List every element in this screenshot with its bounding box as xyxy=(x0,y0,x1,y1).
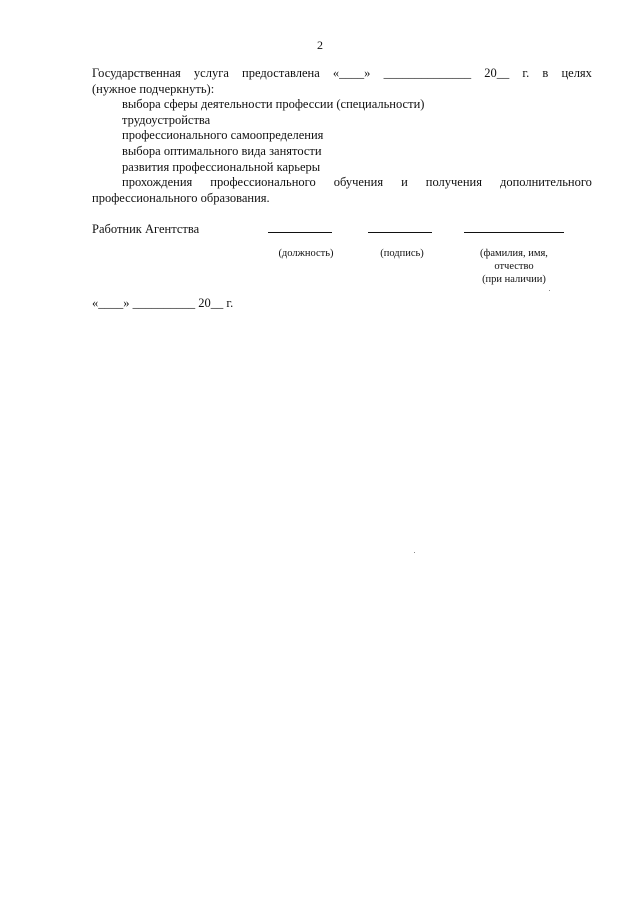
position-line xyxy=(268,232,332,233)
scan-speck xyxy=(549,290,550,291)
purpose-word: обучения xyxy=(333,175,384,190)
purpose-item: развития профессиональной карьеры xyxy=(122,159,321,174)
year-blank: 20__ xyxy=(484,66,510,80)
page-number: 2 xyxy=(317,38,323,52)
full-name-caption xyxy=(468,247,560,286)
purpose-word: дополнительного xyxy=(499,175,592,190)
signature-line xyxy=(368,232,432,233)
position-caption: (должность) xyxy=(278,248,334,259)
month-blank: ______________ xyxy=(383,66,472,80)
statement-word: в xyxy=(542,66,549,80)
statement-word: Государственная xyxy=(92,66,181,80)
statement-word: услуга xyxy=(193,66,229,80)
purpose-item-last xyxy=(92,175,592,191)
date-line: «____» __________ 20__ г. xyxy=(92,296,234,310)
purpose-word: получения xyxy=(425,175,482,190)
purpose-item: трудоустройства xyxy=(122,112,211,127)
purpose-item: выбора сферы деятельности профессии (специальности) xyxy=(122,97,425,112)
day-blank: «____» xyxy=(332,66,371,80)
scan-speck xyxy=(414,552,415,553)
signature-label: Работник Агентства xyxy=(92,222,200,236)
purpose-word: прохождения xyxy=(122,175,193,190)
statement-word: целях xyxy=(561,66,592,80)
full-name-line xyxy=(464,232,564,233)
statement-lead-line xyxy=(92,66,592,82)
purpose-continuation: профессионального образования. xyxy=(92,190,270,205)
full-name-caption-line: отчество xyxy=(494,261,534,272)
signature-row xyxy=(92,222,592,238)
full-name-caption-line: (при наличии) xyxy=(482,274,546,285)
statement-note: (нужное подчеркнуть): xyxy=(92,81,215,96)
statement-block xyxy=(92,66,592,206)
purpose-item: профессионального самоопределения xyxy=(122,128,324,143)
statement-word: г. xyxy=(522,66,530,80)
purpose-item: выбора оптимального вида занятости xyxy=(122,143,322,158)
signature-caption: (подпись) xyxy=(380,248,424,259)
statement-word: предоставлена xyxy=(242,66,320,80)
purpose-word: и xyxy=(401,175,408,190)
full-name-caption-line: (фамилия, имя, xyxy=(480,248,548,259)
purpose-word: профессионального xyxy=(210,175,316,190)
